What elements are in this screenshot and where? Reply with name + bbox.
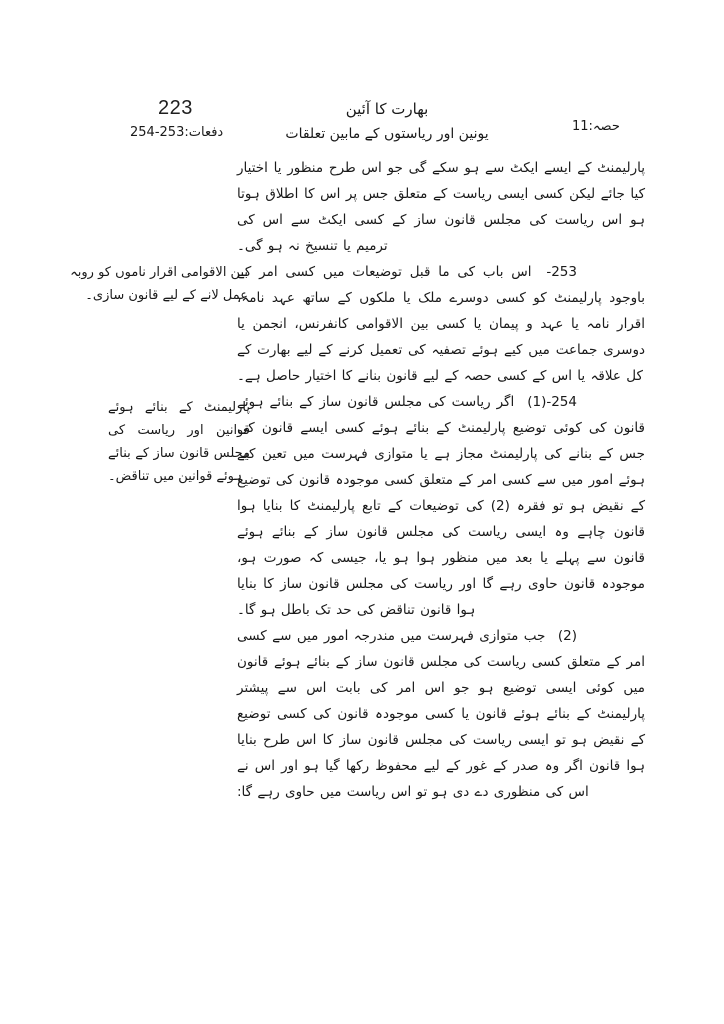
paragraph-text: جب متوازی فہرست میں مندرجہ امور میں سے کسی امر کے متعلق کسی ریاست کی مجلس قانون ساز کے بنائے ہوئے قانون میں کوئی ایسی توضیع ہو جو اس امر کی بابت اس سے پیشتر پارلیمنٹ کے بنائے ہوئے قانون یا کسی موجودہ قانون کی کسی توضیع کے نقیض ہو تو ایسی ریاست کی مجلس قانون ساز کا اس طرح بنایا ہوا قانون اگر وہ صدر کے غور کے لیے محفوظ رکھا گیا ہو اور اس نے اس کی منظوری دے دی ہو تو اس ریاست میں حاوی رہے گا: (237, 628, 645, 800)
page-header (237, 96, 537, 146)
body-paragraph-continuation (237, 155, 645, 259)
paragraph-number: 254-(1) (527, 394, 577, 410)
body-column (237, 155, 645, 805)
part-label: حصہ:11 (572, 119, 620, 134)
section-title: یونین اور ریاستوں کے مابین تعلقات (285, 126, 489, 142)
body-paragraph-article-253 (237, 259, 645, 389)
margin-note-article-253: بین الاقوامی اقرار ناموں کو روبہ عمل لانے کے لیے قانون سازی۔ (70, 265, 248, 303)
articles-range: دفعات:253‏-254 (130, 125, 224, 140)
paragraph-text: اگر ریاست کی مجلس قانون ساز کے بنائے ہوئے قانون کی کوئی توضیع پارلیمنٹ کے بنائے ہوئے کسی ایسے قانون کی جس کے بنانے کی پارلیمنٹ مجاز ہے یا متوازی فہرست میں تعین کیے ہوئے امور میں سے کسی امر کے متعلق کسی موجودہ قانون کی توضیع کے نقیض ہو تو فقرہ (2) کی توضیعات کے تابع پارلیمنٹ کا بنایا ہوا قانون چاہے وہ ایسی ریاست کی مجلس قانون ساز کے بنائے ہوئے قانون سے پہلے یا بعد میں منظور ہوا ہو یا، جیسی کہ صورت ہو، موجودہ قانون حاوی رہے گا اور ریاست کی مجلس قانون ساز کا بنایا ہوا قانون تناقض کی حد تک باطل ہو گا۔ (237, 394, 645, 618)
paragraph-number: 253- (546, 264, 577, 280)
paragraph-number: (2) (557, 628, 577, 644)
margin-note-article-254: پارلیمنٹ کے بنائے ہوئے قوانین اور ریاست کی مجلس قانون ساز کے بنائے ہوئے قوانین میں تناقض۔ (108, 400, 250, 484)
page-number: 223 (158, 97, 193, 119)
doc-title: بھارت کا آئین (345, 100, 429, 118)
body-paragraph-article-254-1 (237, 389, 645, 623)
paragraph-text: پارلیمنٹ کے ایسے ایکٹ سے ہو سکے گی جو اس طرح منظور یا اختیار کیا جائے لیکن کسی ایسی ریاست کے متعلق جس پر اس کا اطلاق ہوتا ہو اس ریاست کی مجلس قانون ساز کے کسی ایکٹ سے اس کی ترمیم یا تنسیخ نہ ہو گی۔ (237, 160, 645, 254)
paragraph-text: اس باب کی ما قبل توضیعات میں کسی امر کے باوجود پارلیمنٹ کو کسی دوسرے ملک یا ملکوں کے ساتھ عہد نامہ، اقرار نامہ یا عہد و پیمان یا کسی بین الاقوامی کانفرنس، انجمن یا دوسری جماعت میں کیے ہوئے تصفیہ کی تعمیل کرنے کے لیے بھارت کے کل علاقہ یا اس کے کسی حصہ کے لیے قانون بنانے کا اختیار حاصل ہے۔ (237, 264, 645, 384)
body-paragraph-article-254-2 (237, 623, 645, 805)
